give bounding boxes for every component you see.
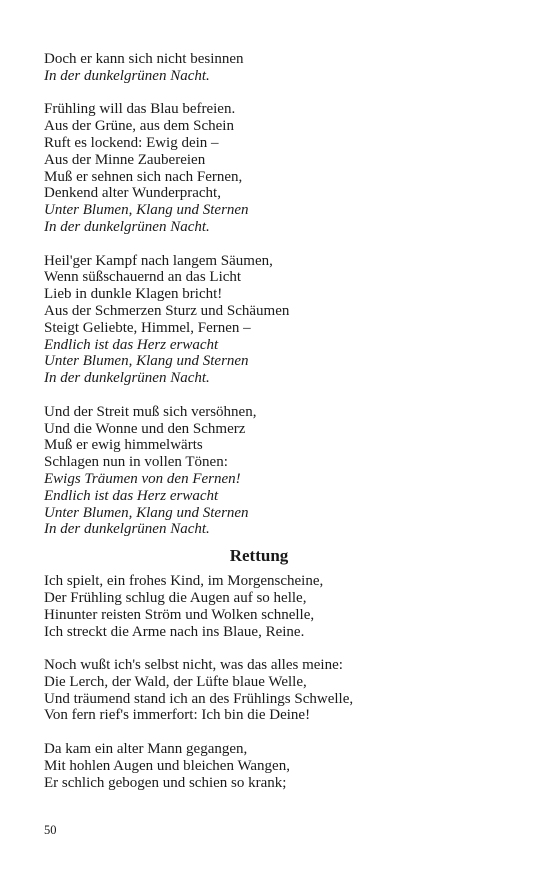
verse-line: Und der Streit muß sich versöhnen, xyxy=(44,403,257,420)
verse-line: Aus der Grüne, aus dem Schein xyxy=(44,118,234,135)
verse-line: Da kam ein alter Mann gegangen, xyxy=(44,741,248,758)
verse-line: Muß er ewig himmelwärts xyxy=(44,437,203,454)
verse-line: Ich spielt, ein frohes Kind, im Morgenscheine, xyxy=(44,573,324,590)
verse-line: Muß er sehnen sich nach Fernen, xyxy=(44,168,243,185)
verse-line: Denkend alter Wunderpracht, xyxy=(44,185,221,202)
verse-line: Aus der Minne Zaubereien xyxy=(44,151,206,168)
verse-line: Unter Blumen, Klang und Sternen xyxy=(44,202,249,219)
verse-line: Unter Blumen, Klang und Sternen xyxy=(44,353,249,370)
poem-title: Rettung xyxy=(229,546,289,566)
verse-line: Doch er kann sich nicht besinnen xyxy=(44,51,244,67)
verse-line: Lieb in dunkle Klagen bricht! xyxy=(44,286,223,303)
verse-line: Mit hohlen Augen und bleichen Wangen, xyxy=(44,757,290,774)
stanza-gap xyxy=(44,85,514,102)
verse-line: Die Lerch, der Wald, der Lüfte blaue Welle, xyxy=(44,673,307,690)
verse-line: Und die Wonne und den Schmerz xyxy=(44,420,246,437)
verse-line: Und träumend stand ich an des Frühlings Schwelle, xyxy=(44,690,354,707)
verse-line: In der dunkelgrünen Nacht. xyxy=(44,370,210,387)
page-number: 50 xyxy=(44,823,57,837)
stanza-gap xyxy=(44,387,514,404)
verse-line: In der dunkelgrünen Nacht. xyxy=(44,67,210,84)
poem-continuation xyxy=(44,51,514,538)
stanza xyxy=(44,741,514,791)
verse-line: In der dunkelgrünen Nacht. xyxy=(44,218,210,235)
stanza xyxy=(44,51,514,85)
verse-line: Wenn süßschauernd an das Licht xyxy=(44,269,242,286)
verse-line: Er schlich gebogen und schien so krank; xyxy=(44,774,287,791)
verse-line: Hinunter reisten Ström und Wolken schnelle, xyxy=(44,606,315,623)
verse-line: Heil'ger Kampf nach langem Säumen, xyxy=(44,252,273,269)
stanza-gap xyxy=(44,640,514,657)
verse-line: Noch wußt ich's selbst nicht, was das alles meine: xyxy=(44,657,343,674)
verse-line: In der dunkelgrünen Nacht. xyxy=(44,521,210,538)
verse-line: Aus der Schmerzen Sturz und Schäumen xyxy=(44,302,290,319)
stanza xyxy=(44,101,514,235)
verse-line: Frühling will das Blau befreien. xyxy=(44,101,236,118)
verse-line: Schlagen nun in vollen Tönen: xyxy=(44,454,228,471)
verse-line: Steigt Geliebte, Himmel, Fernen – xyxy=(44,319,251,336)
title-spacer xyxy=(44,566,514,573)
verse-line: Ich streckt die Arme nach ins Blaue, Reine. xyxy=(44,623,305,640)
verse-line: Ruft es lockend: Ewig dein – xyxy=(44,134,219,151)
stanza-gap xyxy=(44,236,514,253)
verse-line: Ewigs Träumen von den Fernen! xyxy=(44,470,241,487)
verse-line: Endlich ist das Herz erwacht xyxy=(44,336,219,353)
stanza xyxy=(44,253,514,387)
stanza xyxy=(44,404,514,538)
poem-rettung xyxy=(44,573,514,791)
verse-line: Unter Blumen, Klang und Sternen xyxy=(44,504,249,521)
verse-line: Der Frühling schlug die Augen auf so helle, xyxy=(44,589,307,606)
stanza xyxy=(44,657,514,724)
verse-line: Endlich ist das Herz erwacht xyxy=(44,487,219,504)
page-body xyxy=(44,51,514,791)
verse-line: Von fern rief's immerfort: Ich bin die Deine! xyxy=(44,707,311,724)
stanza-gap xyxy=(44,724,514,741)
stanza xyxy=(44,573,514,640)
